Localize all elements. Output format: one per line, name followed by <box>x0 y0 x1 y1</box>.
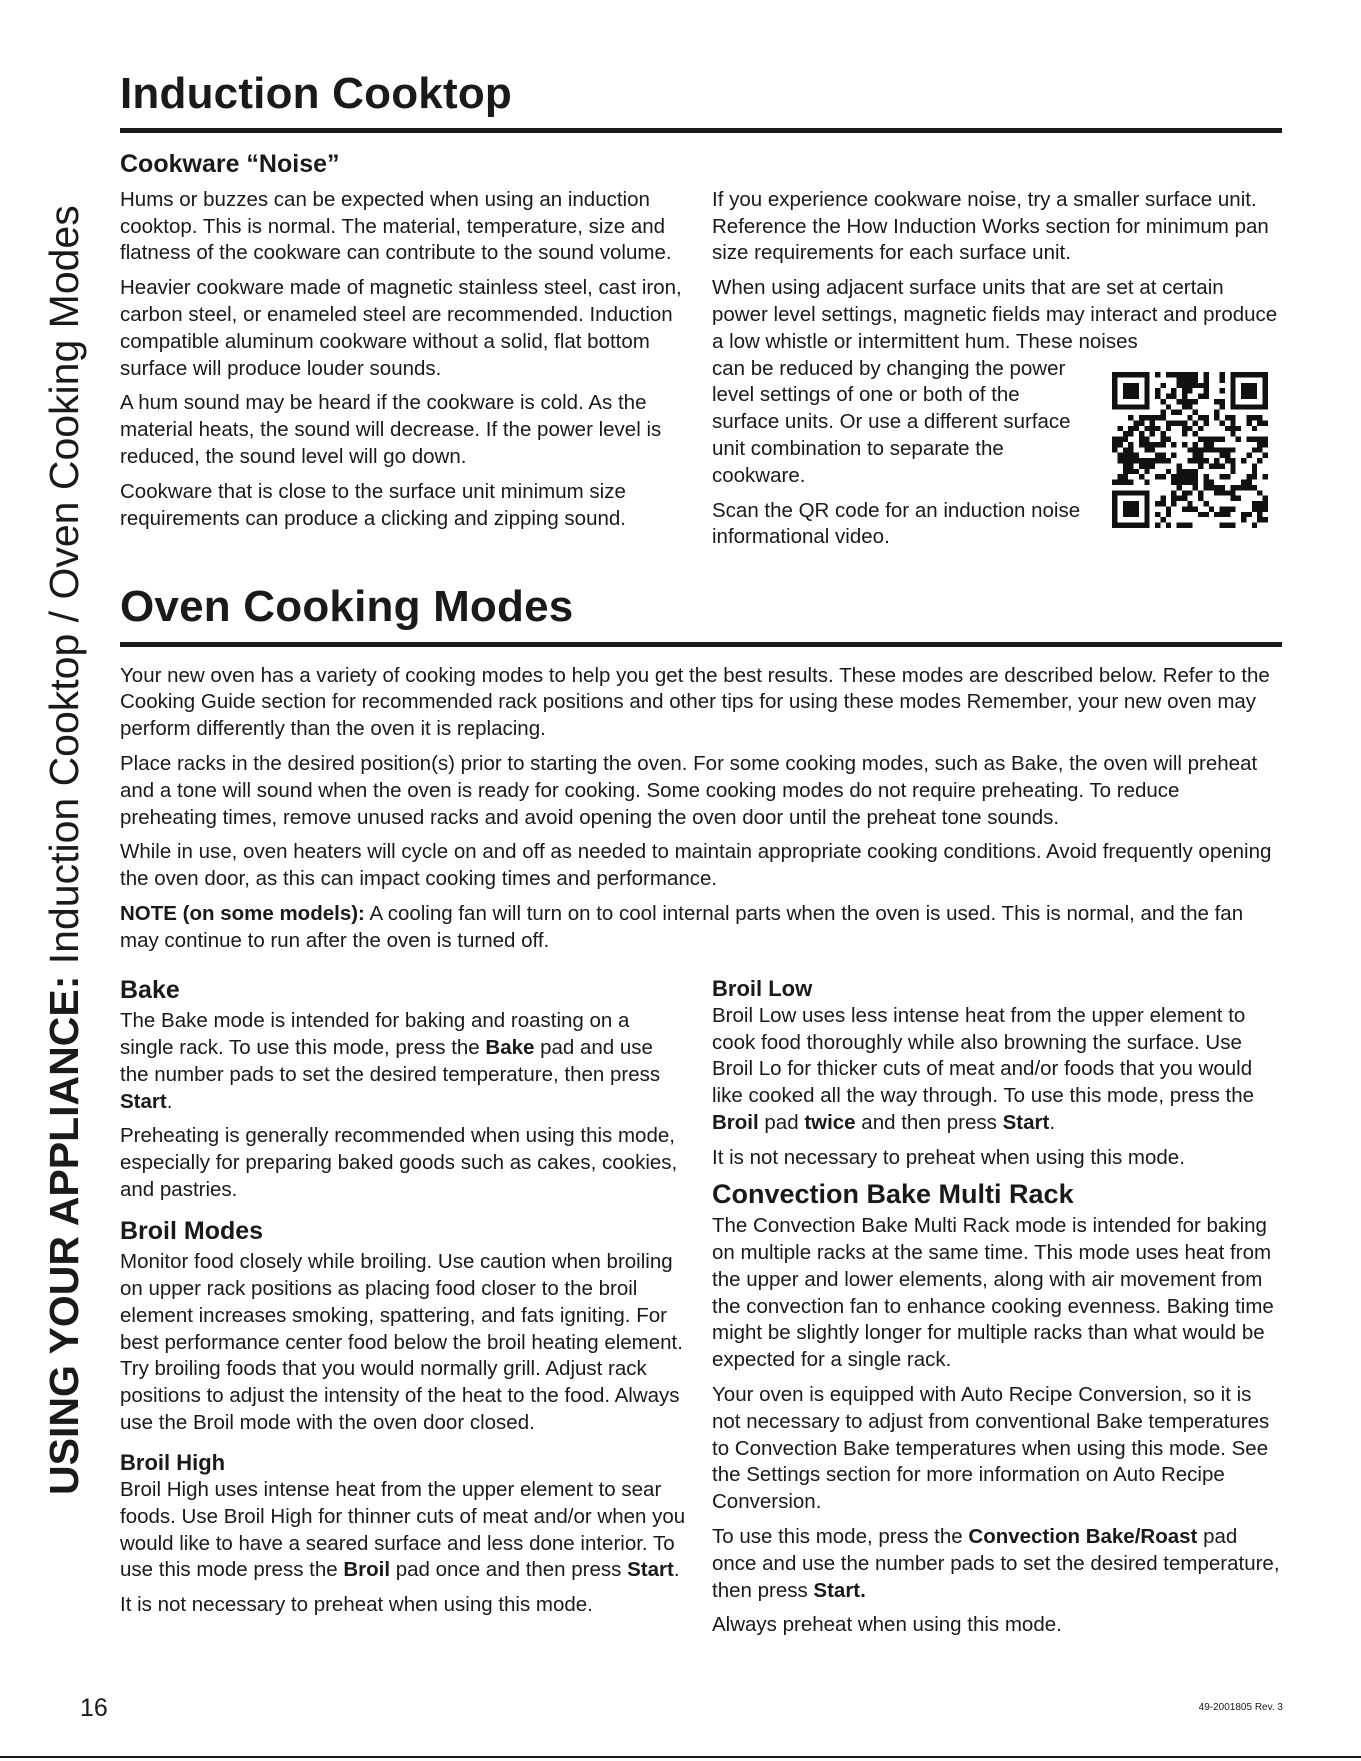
intro-paragraph: Your new oven has a variety of cooking modes to help you get the best results. These modes are described below. Refer to the Cooking Guide section for recommended rack positions and other tips for using these modes Remember, your new oven may perform differently than the oven it is replacing. <box>120 663 1270 741</box>
convection-paragraph: Your oven is equipped with Auto Recipe Conversion, so it is not necessary to adjust from conventional Bake temperatures to Convection Bake temperatures when using this mode. See the Settings section for more information on Auto Recipe Conversion. <box>712 1383 1270 1514</box>
text-run: pad once and use the number pads to set the desired temperature, then press <box>712 1525 1280 1602</box>
oven-modes-title: Oven Cooking Modes <box>120 582 574 632</box>
section-rule <box>120 128 1282 133</box>
noise-paragraph: Hums or buzzes can be expected when using an induction cooktop. This is normal. The material, temperature, size and flatness of the cookware can contribute to the sound volume. <box>120 187 672 265</box>
qr-code-icon[interactable] <box>1112 372 1268 528</box>
bottom-rule <box>0 1756 1361 1758</box>
convection-pad-label: Convection Bake/Roast <box>968 1525 1198 1549</box>
induction-left-column <box>120 187 687 559</box>
modes-right-column <box>712 963 1282 1648</box>
noise-paragraph: When using adjacent surface units that are set at certain power level settings, magnetic fields may interact and produce a low whistle or intermittent hum. These noises <box>712 276 1278 353</box>
noise-paragraph: A hum sound may be heard if the cookware is cold. As the material heats, the sound will decrease. If the power level is reduced, the sound level will go down. <box>120 391 662 469</box>
bake-pad-label: Bake <box>485 1035 535 1059</box>
broil-modes-paragraph: Monitor food closely while broiling. Use caution when broiling on upper rack positions as placing food closer to the broil element increases smoking, spattering, and fats igniting. For best performance center food below the broil heating element. Try broiling foods that you would normally grill. Adjust rack positions to adjust the intensity of the heat to the food. Always use the Broil mode with the oven door closed. <box>120 1250 683 1434</box>
text-run: . <box>673 1558 680 1582</box>
page-number: 16 <box>80 1694 108 1722</box>
side-tab-section-title <box>41 205 87 1495</box>
page-content <box>120 70 1282 1647</box>
bake-paragraph <box>120 1008 687 1115</box>
qr-block <box>712 356 1282 560</box>
side-tab-rest: Induction Cooktop / Oven Cooking Modes <box>41 205 87 976</box>
bake-heading: Bake <box>120 975 180 1004</box>
start-pad-label: Start <box>627 1558 674 1582</box>
noise-paragraph: Heavier cookware made of magnetic stainless steel, cast iron, carbon steel, or enameled steel are recommended. Induction compatible aluminum cookware without a solid, flat bottom surface will produce louder sounds. <box>120 276 682 380</box>
text-run: . <box>1049 1110 1056 1134</box>
intro-paragraph: While in use, oven heaters will cycle on and off as needed to maintain appropriate cooking conditions. Avoid frequently opening the oven door, as this can impact cooking times and performance. <box>120 840 1272 891</box>
bake-paragraph: Preheating is generally recommended when using this mode, especially for preparing baked goods such as cakes, cookies, and pastries. <box>120 1124 678 1201</box>
modes-columns <box>120 963 1282 1648</box>
broil-high-paragraph: It is not necessary to preheat when using this mode. <box>120 1593 593 1617</box>
broil-low-paragraph: It is not necessary to preheat when using this mode. <box>712 1145 1185 1169</box>
oven-intro <box>120 663 1282 955</box>
twice-label: twice <box>804 1110 856 1134</box>
broil-low-paragraph <box>712 1003 1282 1137</box>
noise-paragraph: Cookware that is close to the surface unit minimum size requirements can produce a clicking and zipping sound. <box>120 479 626 530</box>
noise-paragraph: If you experience cookware noise, try a smaller surface unit. Reference the How Induction Works section for minimum pan size requirements for each surface unit. <box>712 187 1269 265</box>
broil-high-heading: Broil High <box>120 1449 226 1475</box>
convection-paragraph <box>712 1524 1282 1604</box>
text-run: pad and use the number pads to set the desired temperature, then press <box>120 1035 661 1086</box>
document-number: 49-2001805 Rev. 3 <box>1198 1702 1283 1713</box>
text-run: pad once and then press <box>390 1558 628 1582</box>
broil-low-heading: Broil Low <box>712 975 813 1001</box>
text-run: Broil High uses intense heat from the upper element to sear foods. Use Broil High for thinner cuts of meat and/or when you would like to have a seared surface and less done interior. To use this mode press the <box>120 1477 686 1582</box>
start-pad-label: Start. <box>813 1578 866 1602</box>
note-text: A cooling fan will turn on to cool internal parts when the oven is used. This is normal, and the fan may continue to run after the oven is turned off. <box>120 902 1244 952</box>
text-run: and then press <box>855 1110 1003 1134</box>
text-run: The Bake mode is intended for baking and roasting on a single rack. To use this mode, press the <box>120 1009 630 1059</box>
induction-columns <box>120 187 1282 559</box>
start-pad-label: Start <box>120 1089 167 1113</box>
text-run: To use this mode, press the <box>712 1525 969 1549</box>
induction-title: Induction Cooktop <box>120 69 512 118</box>
section-rule <box>120 642 1282 647</box>
convection-multi-rack-heading: Convection Bake Multi Rack <box>712 1178 1074 1209</box>
qr-paragraph: Scan the QR code for an induction noise informational video. <box>712 498 1081 549</box>
side-tab-bold: USING YOUR APPLIANCE: <box>41 975 87 1495</box>
intro-paragraph: Place racks in the desired position(s) prior to starting the oven. For some cooking modes, such as Bake, the oven will preheat and a tone will sound when the oven is ready for cooking. Some cooking modes do not require preheating. To reduce preheating times, remove unused racks and avoid opening the oven door until the preheat tone sounds. <box>120 752 1258 829</box>
broil-pad-label: Broil <box>343 1558 391 1582</box>
note-paragraph <box>120 901 1282 955</box>
broil-pad-label: Broil <box>712 1110 759 1134</box>
start-pad-label: Start <box>1002 1110 1050 1134</box>
cookware-noise-heading: Cookware “Noise” <box>120 150 340 179</box>
text-run: . <box>166 1089 173 1113</box>
text-run: pad <box>758 1110 805 1134</box>
text-run: Broil Low uses less intense heat from the upper element to cook food thoroughly while also browning the surface. Use Broil Lo for thicker cuts of meat and/or foods that you would like cooked all the way through. To use this mode, press the <box>712 1003 1255 1108</box>
broil-high-paragraph <box>120 1477 687 1584</box>
convection-paragraph: The Convection Bake Multi Rack mode is intended for baking on multiple racks at the same time. This mode uses heat from the upper and lower elements, along with air movement from the convection fan to enhance cooking evenness. Baking time might be slightly longer for multiple racks than what would be expected for a single rack. <box>712 1214 1274 1372</box>
qr-text <box>712 356 1082 560</box>
broil-modes-heading: Broil Modes <box>120 1216 264 1245</box>
convection-paragraph: Always preheat when using this mode. <box>712 1613 1062 1637</box>
modes-left-column <box>120 963 687 1648</box>
note-label: NOTE (on some models): <box>120 902 365 926</box>
induction-right-column <box>712 187 1282 559</box>
noise-paragraph: can be reduced by changing the power level settings of one or both of the surface units. Or use a different surface unit combination to separate the cookware. <box>712 356 1071 487</box>
